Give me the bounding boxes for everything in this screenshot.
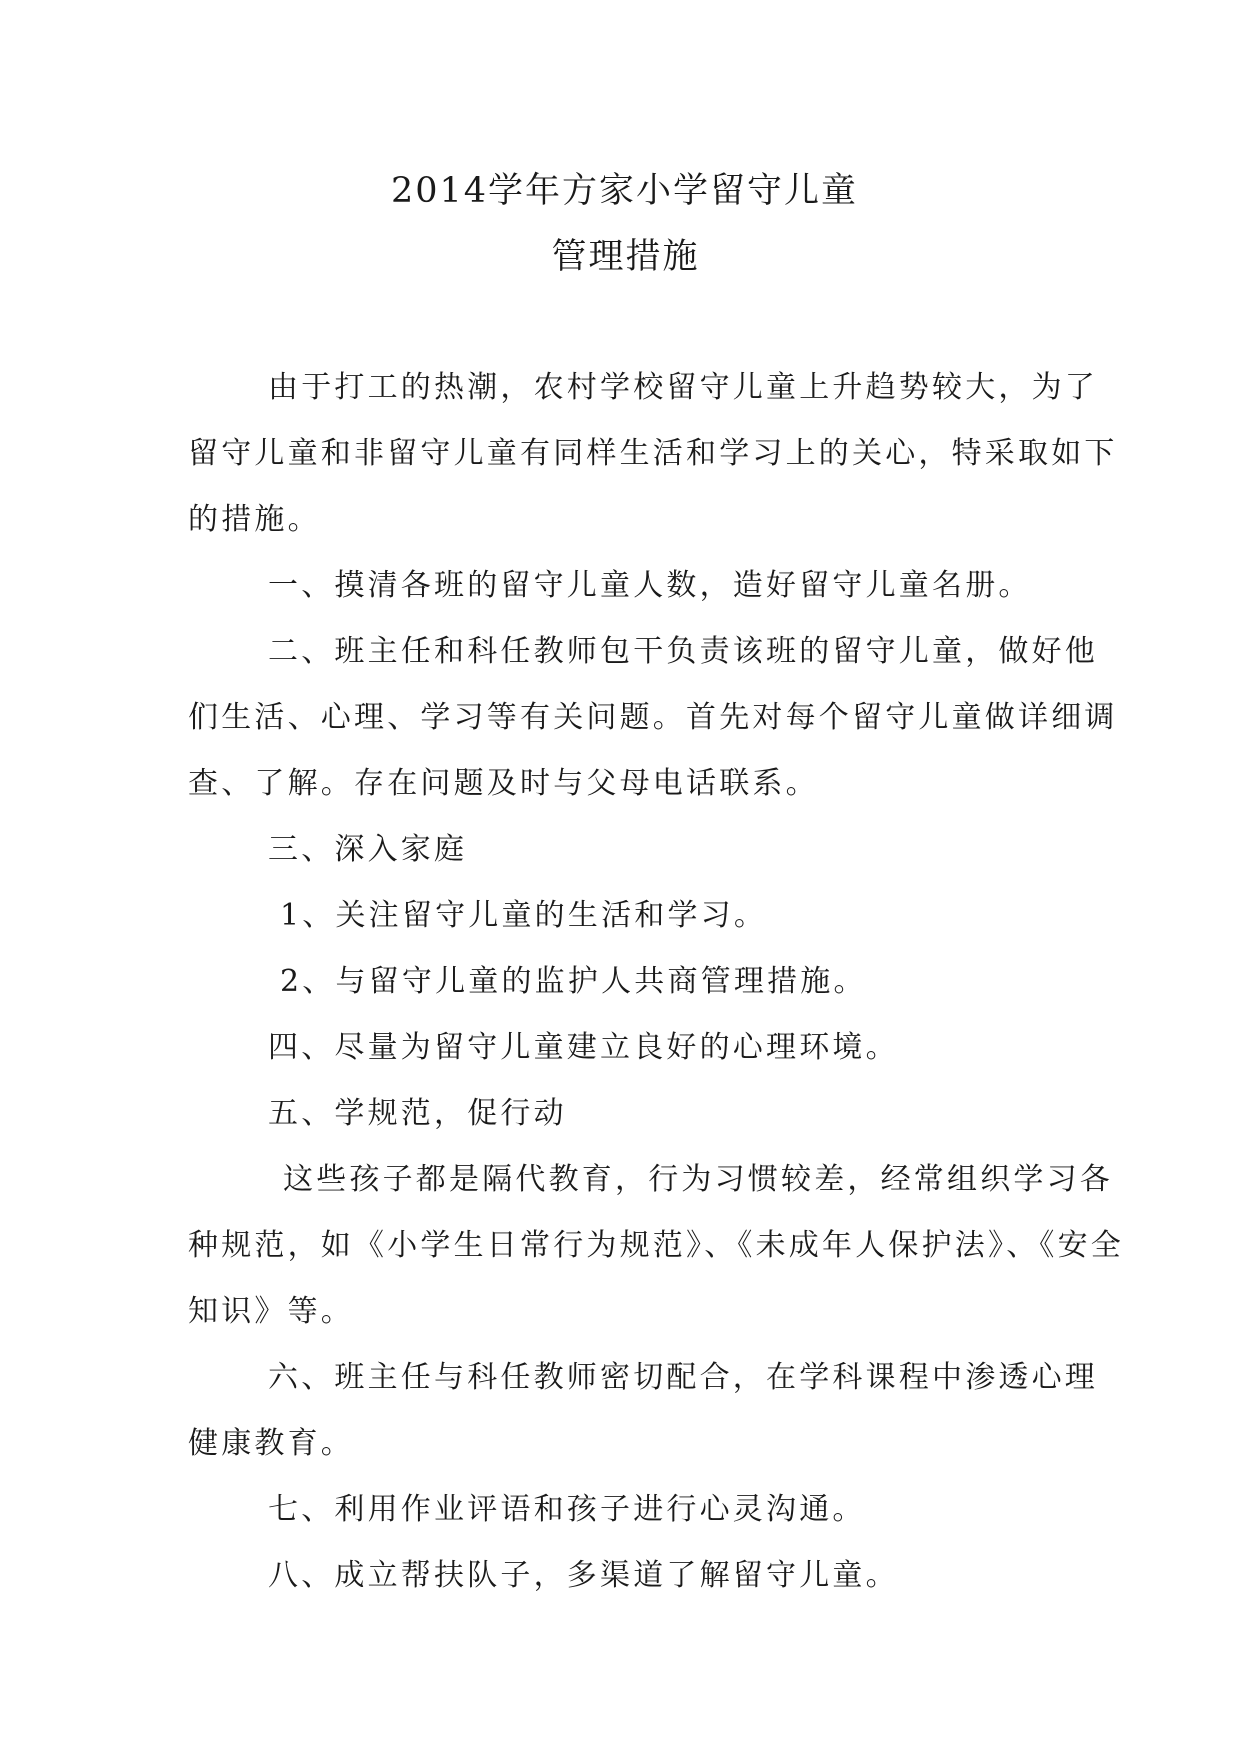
measure-6-line-2: 健康教育。 — [188, 1426, 354, 1461]
measure-5-line-3: 知识》等。 — [188, 1294, 354, 1329]
title-line-2: 管理措施 — [551, 237, 700, 277]
measure-5-line-1: 这些孩子都是隔代教育，行为习惯较差，经常组织学习各 — [283, 1162, 1113, 1197]
intro-paragraph-line-1: 由于打工的热潮，农村学校留守儿童上升趋势较大，为了 — [268, 370, 1098, 405]
measure-6-line-1: 六、班主任与科任教师密切配合，在学科课程中渗透心理 — [268, 1360, 1098, 1395]
document-body — [0, 355, 1241, 1609]
intro-paragraph-line-2: 留守儿童和非留守儿童有同样生活和学习上的关心，特采取如下 — [188, 436, 1118, 471]
measure-2-line-1: 二、班主任和科任教师包干负责该班的留守儿童，做好他 — [268, 634, 1098, 669]
measure-5-line-2: 种规范，如《小学生日常行为规范》、《未成年人保护法》、《安全 — [188, 1228, 1124, 1263]
measure-7: 七、利用作业评语和孩子进行心灵沟通。 — [268, 1492, 866, 1527]
document-title — [0, 158, 1241, 290]
intro-paragraph-line-3: 的措施。 — [188, 502, 321, 537]
title-line-1: 2014学年方家小学留守儿童 — [390, 171, 859, 211]
measure-3-sub-2: 2、与留守儿童的监护人共商管理措施。 — [280, 964, 867, 999]
measure-5: 五、学规范，促行动 — [268, 1096, 567, 1131]
measure-4: 四、尽量为留守儿童建立良好的心理环境。 — [268, 1030, 899, 1065]
measure-2-line-2: 们生活、心理、学习等有关问题。首先对每个留守儿童做详细调 — [188, 700, 1118, 735]
measure-3-sub-1: 1、关注留守儿童的生活和学习。 — [280, 898, 768, 933]
measure-8: 八、成立帮扶队子，多渠道了解留守儿童。 — [268, 1558, 899, 1593]
measure-1: 一、摸清各班的留守儿童人数，造好留守儿童名册。 — [268, 568, 1032, 603]
measure-3: 三、深入家庭 — [268, 832, 468, 867]
measure-2-line-3: 查、了解。存在问题及时与父母电话联系。 — [188, 766, 819, 801]
